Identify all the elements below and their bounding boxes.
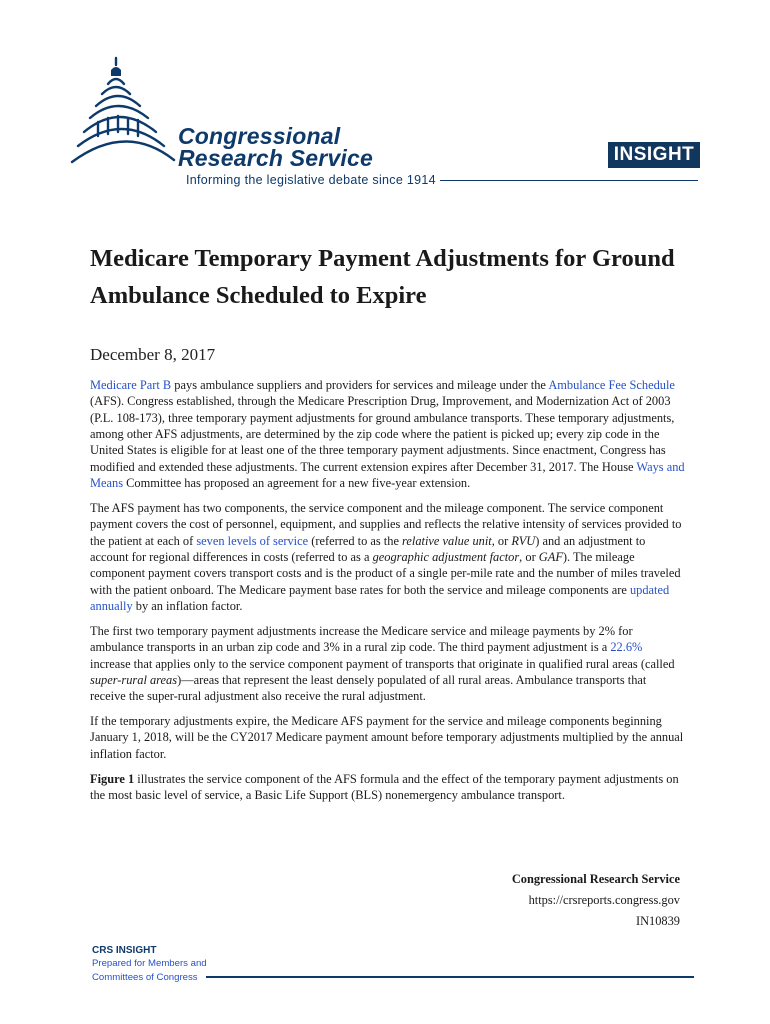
signature-org: Congressional Research Service [511,872,680,886]
tagline-rule [440,180,698,181]
link-updated-annually[interactable]: updated annually [90,582,670,613]
org-name-line2: Research Service [178,145,374,171]
publication-date: December 8, 2017 [90,345,216,364]
paragraph-2: The AFS payment has two components, the service component and the mileage component. The service component payment covers the cost of personnel, equipment, and supplies and reflects the relative intensity of services provided to the patient at each of seven levels of service (referred to as the relative value unit, or RVU) and an adjustment to account for regional differences in costs (referred to as a geographic adjustment factor, or GAF). The mileage component payment covers transport costs and is the product of a single per-mile rate and the number of miles traveled with the patient onboard. The Medicare payment base rates for both the service and mileage components are updated annually by an inflation factor. [90,500,682,613]
insight-badge: INSIGHT [608,142,700,168]
footer-rule [206,976,694,978]
document-id: IN10839 [635,914,680,928]
document-body [90,377,685,812]
org-name-line1: Congressional [178,123,341,149]
signature-block [512,869,680,932]
footer-subtitle-1: Prepared for Members and [92,958,207,969]
tagline: Informing the legislative debate since 1914 [186,173,436,187]
link-ways-and-means[interactable]: Ways and Means [90,459,685,491]
link-seven-levels-of-service[interactable]: seven levels of service [196,533,309,548]
document-title: Medicare Temporary Payment Adjustments for Ground Ambulance Scheduled to Expire [90,245,675,309]
link-medicare-part-b[interactable]: Medicare Part B [90,378,172,392]
paragraph-1: Medicare Part B pays ambulance suppliers and providers for services and mileage under the Ambulance Fee Schedule (AFS). Congress established, through the Medicare Prescription Drug, Improvement, and Modernization Act of 2003 (P.L. 108-173), three temporary payment adjustments for ground ambulance transports. These temporary adjustments, among other AFS adjustments, are determined by the zip code where the patient is picked up; every zip code in the United States is eligible for at least one of the three temporary payment adjustments. Since enactment, Congress has modified and extended these adjustments. The current extension expires after December 31, 2017. The House Ways and Means Committee has proposed an agreement for a new five-year extension. [90,378,685,491]
paragraph-3: The first two temporary payment adjustments increase the Medicare service and mileage payments by 2% for ambulance transports in an urban zip code and 3% in a rural zip code. The third payment adjustment is a 22.6% increase that applies only to the service component payment of transports that originate in qualified rural areas (called super-rural areas)—areas that represent the least densely populated of all rural areas. Ambulance transports that receive the super-rural adjustment also receive the rural adjustment. [90,623,675,704]
footer [92,944,207,984]
capitol-dome-logo-icon [68,56,180,184]
paragraph-4: If the temporary adjustments expire, the Medicare AFS payment for the service and mileage components beginning January 1, 2018, will be the CY2017 Medicare payment amount before temporary adjustments multiplied by the annual inflation factor. [90,714,684,761]
signature-url[interactable]: https://crsreports.congress.gov [528,893,680,907]
link-22-6-percent[interactable]: 22.6% [610,640,643,655]
footer-subtitle-2: Committees of Congress [92,971,198,983]
footer-title: CRS INSIGHT [92,945,157,956]
link-ambulance-fee-schedule[interactable]: Ambulance Fee Schedule [548,378,675,392]
paragraph-5: Figure 1 illustrates the service component of the AFS formula and the effect of the temporary payment adjustments on the most basic level of service, a Basic Life Support (BLS) nonemergency ambulance transport. [90,771,679,802]
